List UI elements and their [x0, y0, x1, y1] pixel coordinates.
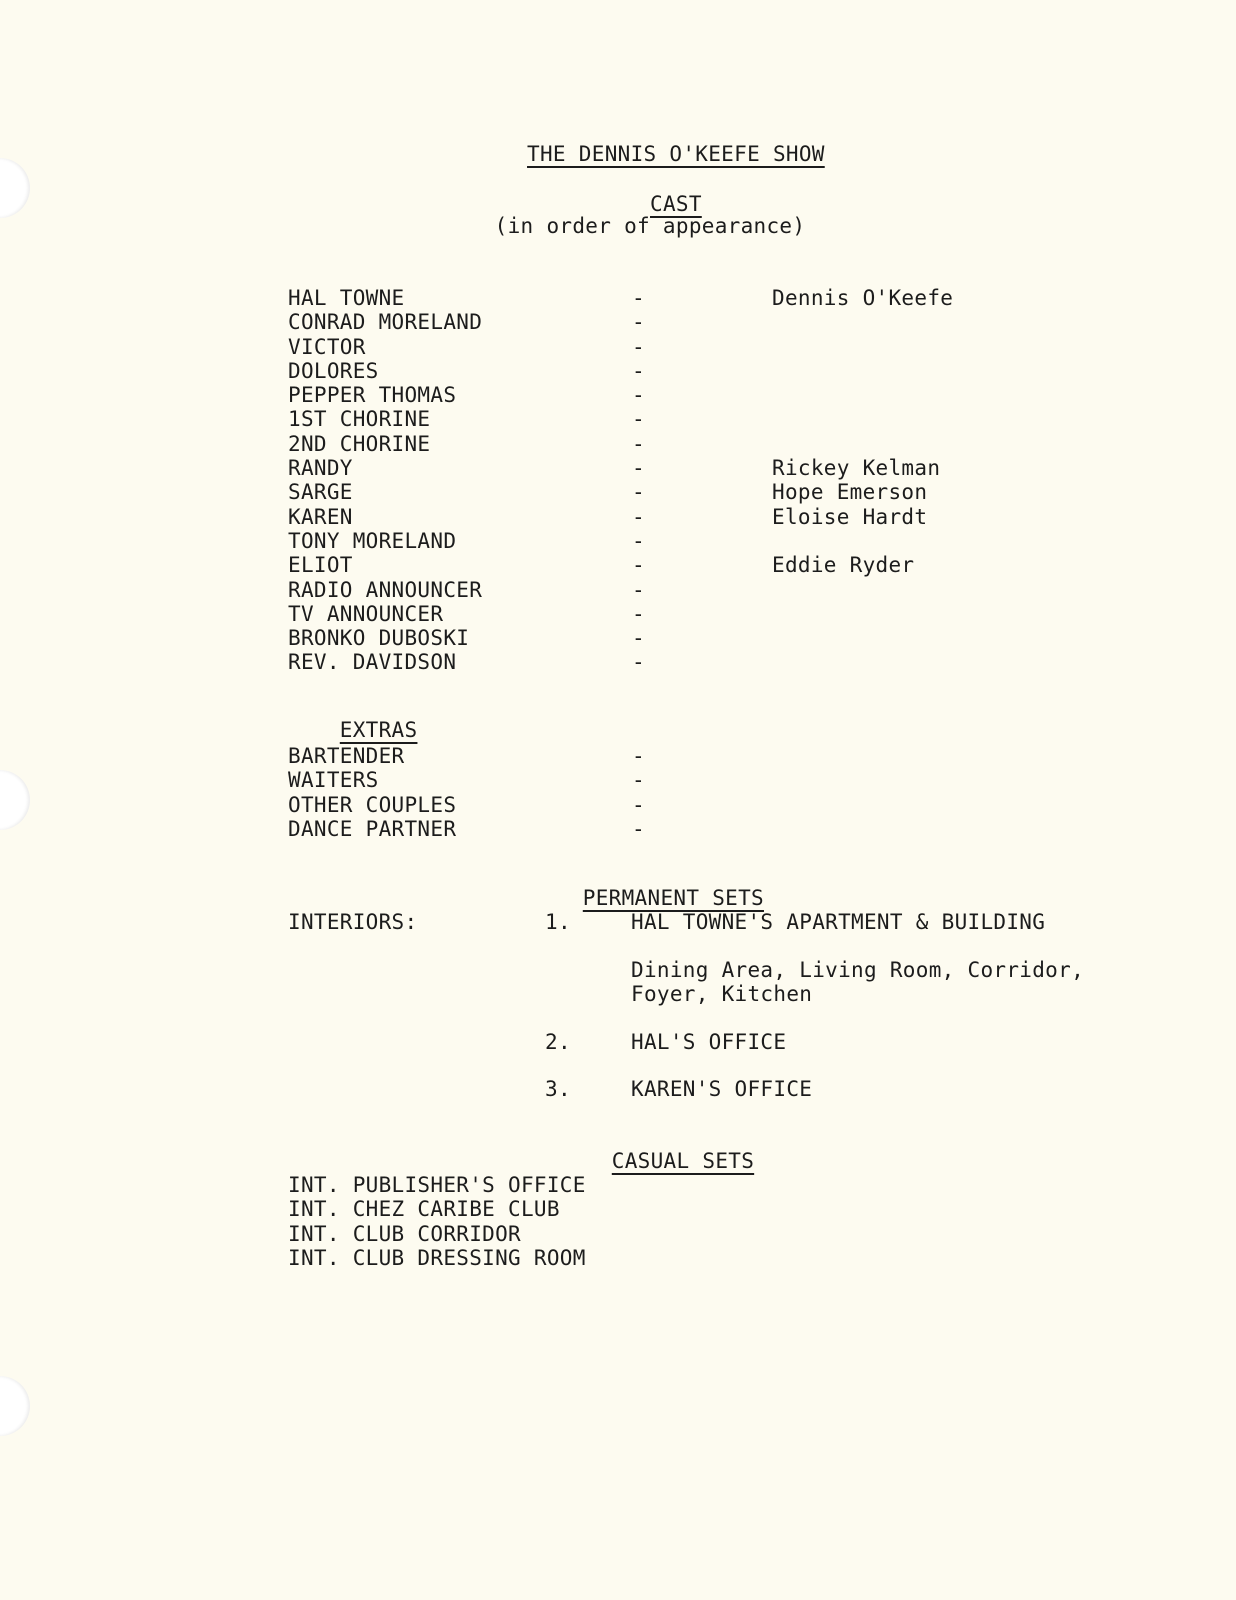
- extras-heading: EXTRAS: [339, 718, 418, 743]
- set-detail: Dining Area, Living Room, Corridor,: [631, 958, 1085, 982]
- cast-actor: [772, 432, 953, 456]
- extra-role: DANCE PARTNER: [288, 816, 457, 841]
- cast-role: RADIO ANNOUNCER: [288, 577, 483, 602]
- cast-actor: Rickey Kelman: [772, 456, 941, 481]
- show-title: THE DENNIS O'KEEFE SHOW: [527, 142, 825, 167]
- dash: -: [632, 577, 645, 602]
- cast-role: 2ND CHORINE: [288, 431, 431, 456]
- cast-role: SARGE: [288, 480, 353, 505]
- set-number: 3.: [545, 1077, 571, 1101]
- set-name: KAREN'S OFFICE: [631, 1077, 813, 1101]
- dash: -: [632, 601, 645, 626]
- cast-role: TONY MORELAND: [288, 528, 457, 553]
- cast-role: KAREN: [288, 504, 353, 529]
- cast-role: CONRAD MORELAND: [288, 310, 483, 335]
- extra-role: WAITERS: [288, 768, 379, 793]
- cast-actor: Dennis O'Keefe: [772, 286, 954, 310]
- cast-role: REV. DAVIDSON: [288, 650, 457, 675]
- set-number: 1.: [545, 910, 571, 934]
- cast-role: DOLORES: [288, 358, 379, 383]
- casual-set: INT. PUBLISHER'S OFFICE: [288, 1173, 586, 1197]
- dash: -: [632, 383, 645, 408]
- dash: -: [632, 286, 645, 310]
- dash: -: [632, 456, 645, 481]
- set-detail: Foyer, Kitchen: [631, 982, 813, 1006]
- cast-role: ELIOT: [288, 553, 353, 578]
- cast-actor: [772, 407, 953, 431]
- cast-actors: [772, 286, 953, 675]
- dash: -: [632, 334, 645, 359]
- cast-actor: [772, 529, 953, 553]
- dash: -: [632, 310, 645, 335]
- extras-dashes: [632, 744, 645, 841]
- cast-actor: [772, 359, 953, 383]
- set-name: HAL TOWNE'S APARTMENT & BUILDING: [631, 910, 1046, 934]
- casual-sets-heading: CASUAL SETS: [611, 1149, 755, 1174]
- dash: -: [632, 480, 645, 505]
- cast-heading: CAST: [650, 192, 702, 217]
- dash: -: [632, 504, 645, 529]
- cast-dashes: [632, 286, 645, 675]
- casual-set: INT. CLUB DRESSING ROOM: [288, 1245, 586, 1270]
- cast-actor: Eloise Hardt: [772, 504, 928, 529]
- dash: -: [632, 816, 645, 841]
- dash: -: [632, 650, 645, 675]
- extras-roles: [288, 744, 456, 841]
- casual-sets-list: [288, 1173, 586, 1270]
- cast-roles: [288, 286, 482, 675]
- set-name: HAL'S OFFICE: [631, 1030, 787, 1054]
- cast-actor: [772, 650, 953, 674]
- interiors-label: INTERIORS:: [288, 910, 418, 934]
- cast-role: PEPPER THOMAS: [288, 383, 457, 408]
- set-number: 2.: [545, 1030, 571, 1054]
- cast-actor: Hope Emerson: [772, 480, 928, 505]
- dash: -: [632, 407, 645, 432]
- cast-actor: [772, 602, 953, 626]
- cast-role: TV ANNOUNCER: [288, 601, 444, 626]
- cast-actor: [772, 383, 953, 407]
- dash: -: [632, 553, 645, 578]
- binder-hole: [0, 1376, 30, 1436]
- extra-role: OTHER COUPLES: [288, 792, 457, 817]
- dash: -: [632, 792, 645, 817]
- dash: -: [632, 358, 645, 383]
- cast-role: RANDY: [288, 456, 353, 481]
- dash: -: [632, 626, 645, 651]
- cast-subheading: (in order of appearance): [494, 214, 806, 238]
- cast-actor: Eddie Ryder: [772, 553, 915, 578]
- casual-set: INT. CLUB CORRIDOR: [288, 1221, 521, 1246]
- cast-actor: [772, 578, 953, 602]
- dash: -: [632, 528, 645, 553]
- cast-actor: [772, 626, 953, 650]
- cast-role: HAL TOWNE: [288, 286, 405, 310]
- binder-hole: [0, 770, 30, 830]
- permanent-sets-heading: PERMANENT SETS: [582, 886, 764, 911]
- cast-role: VICTOR: [288, 334, 366, 359]
- cast-role: BRONKO DUBOSKI: [288, 626, 470, 651]
- extra-role: BARTENDER: [288, 744, 405, 768]
- casual-set: INT. CHEZ CARIBE CLUB: [288, 1197, 560, 1222]
- dash: -: [632, 768, 645, 793]
- cast-role: 1ST CHORINE: [288, 407, 431, 432]
- cast-actor: [772, 335, 953, 359]
- cast-actor: [772, 310, 953, 334]
- dash: -: [632, 744, 645, 768]
- dash: -: [632, 431, 645, 456]
